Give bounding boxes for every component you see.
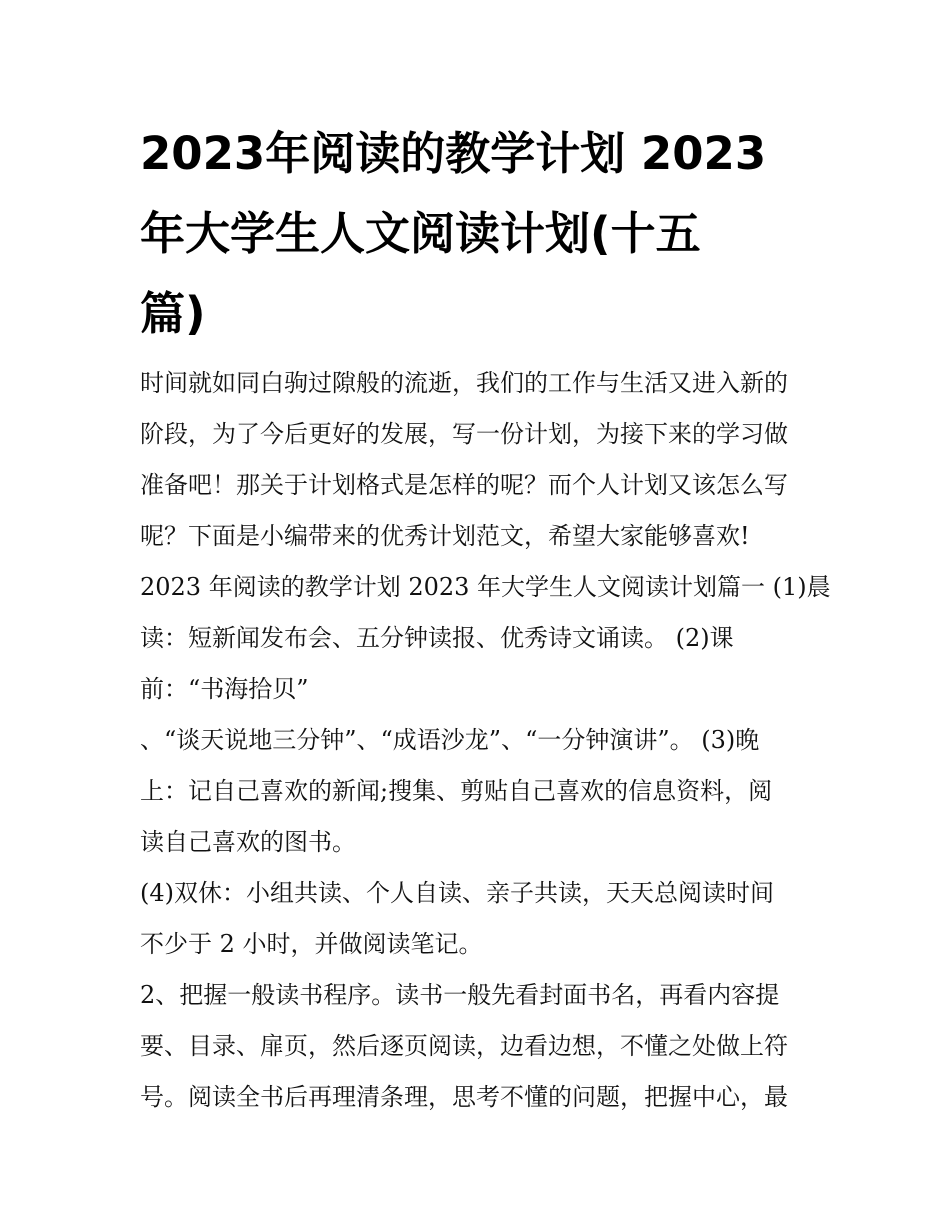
body-line: 、“谈天说地三分钟”、“成语沙龙”、“一分钟演讲”。 (3)晚 bbox=[140, 726, 760, 754]
body-line: 阶段，为了今后更好的发展，写一份计划，为接下来的学习做 bbox=[140, 420, 788, 448]
body-line: (4)双休：小组共读、个人自读、亲子共读，天天总阅读时间 bbox=[140, 879, 774, 907]
body-line: 2、把握一般读书程序。读书一般先看封面书名，再看内容提 bbox=[140, 981, 780, 1009]
body-line: 号。阅读全书后再理清条理，思考不懂的问题，把握中心，最 bbox=[140, 1083, 788, 1111]
body-line: 不少于 2 小时，并做阅读笔记。 bbox=[140, 930, 483, 958]
body-line: 准备吧！那关于计划格式是怎样的呢？而个人计划又该怎么写 bbox=[140, 471, 788, 499]
title-line: 2023年阅读的教学计划 2023 bbox=[140, 127, 767, 180]
title-line: 年大学生人文阅读计划(十五 bbox=[140, 207, 701, 260]
body-line: 要、目录、扉页，然后逐页阅读，边看边想，不懂之处做上符 bbox=[140, 1032, 788, 1060]
document-page bbox=[140, 114, 831, 1123]
title-line: 篇) bbox=[140, 287, 206, 340]
body-line: 读：短新闻发布会、五分钟读报、优秀诗文诵读。 (2)课 bbox=[140, 624, 734, 652]
body-line: 呢？下面是小编带来的优秀计划范文，希望大家能够喜欢! bbox=[140, 522, 750, 550]
body-line: 前：“书海拾贝” bbox=[140, 675, 309, 703]
document-body bbox=[140, 358, 831, 1123]
body-line: 读自己喜欢的图书。 bbox=[140, 828, 356, 856]
body-line: 上：记自己喜欢的新闻;搜集、剪贴自己喜欢的信息资料，阅 bbox=[140, 777, 773, 805]
document-title bbox=[140, 114, 820, 354]
body-line: 时间就如同白驹过隙般的流逝，我们的工作与生活又进入新的 bbox=[140, 369, 788, 397]
body-line: 2023 年阅读的教学计划 2023 年大学生人文阅读计划篇一 (1)晨 bbox=[140, 573, 831, 601]
